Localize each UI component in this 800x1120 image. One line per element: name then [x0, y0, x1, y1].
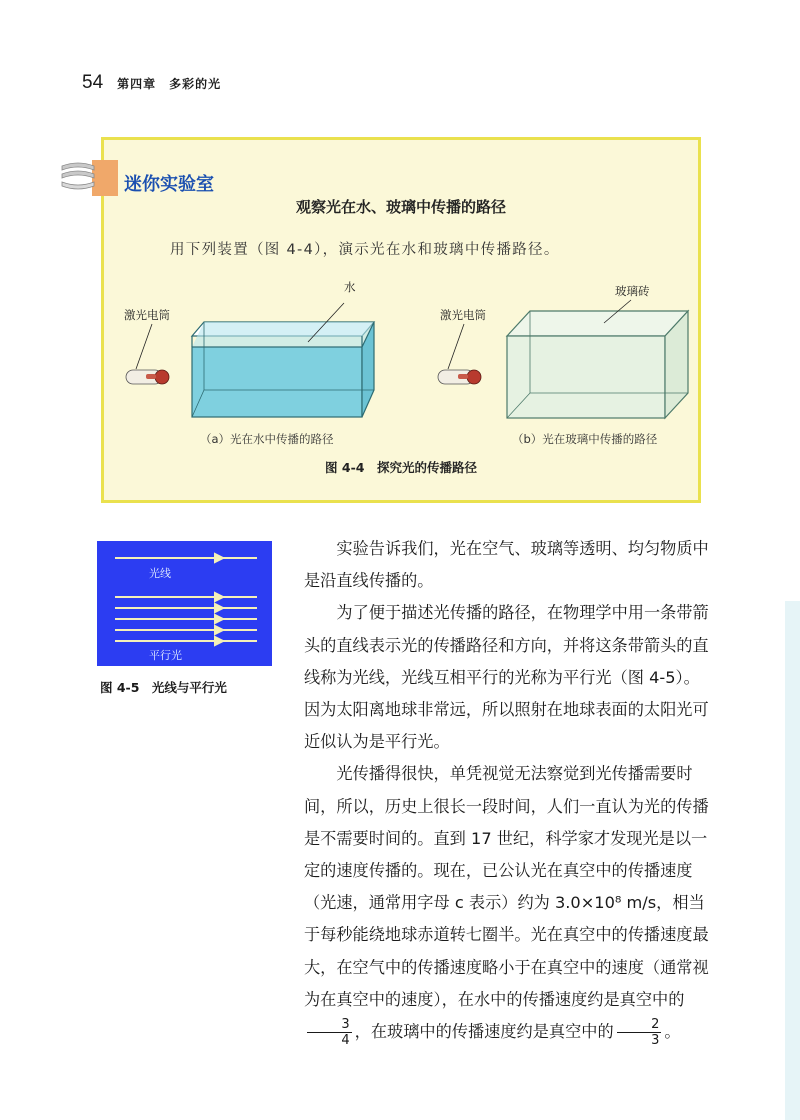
laser-pointer-b	[438, 324, 481, 384]
rays-diagram	[97, 541, 272, 666]
fraction-three-quarters	[307, 1017, 352, 1048]
caption-a: （a）光在水中传播的路径	[200, 432, 334, 446]
page-edge-strip	[785, 601, 800, 1120]
page-header	[82, 72, 221, 94]
fraction-two-thirds	[617, 1017, 662, 1048]
label-parallel-light: 平行光	[149, 649, 182, 662]
paragraph-3	[304, 758, 714, 1048]
binder-clip-icon	[58, 158, 118, 198]
mini-lab-tag: 迷你实验室	[124, 174, 214, 195]
lab-intro: 用下列装置（图 4-4），演示光在水和玻璃中传播路径。	[170, 242, 560, 258]
figure-4-5-panel	[97, 541, 272, 666]
fraction-denominator: 4	[341, 1033, 350, 1049]
fraction-numerator: 2	[617, 1017, 662, 1033]
caption-b: （b）光在玻璃中传播的路径	[512, 432, 658, 446]
paragraph-3-text: 光传播得很快，单凭视觉无法察觉到光传播需要时间，所以，历史上很长一段时间，人们一直认为光的传播是不需要时间的。直到 17 世纪，科学家才发现光是以一定的速度传播的。现在，已公认光在真空中的传播速度（光速，通常用字母 c 表示）约为 3.0×10⁸ m/s，相当于每秒能绕地球赤道转七圈半。光在真空中的传播速度最大，在空气中的传播速度略小于在真空中的速度（通常视为在真空中的速度），在水中的传播速度约是真空中的	[304, 764, 709, 1009]
figure-4-4-caption: 图 4-4 探究光的传播路径	[325, 460, 477, 475]
figure-4-5-caption: 图 4-5 光线与平行光	[100, 680, 227, 695]
fraction-numerator: 3	[307, 1017, 352, 1033]
laser-pointer-a	[126, 324, 169, 384]
chapter-title: 第四章 多彩的光	[117, 77, 222, 91]
glass-brick	[507, 300, 688, 418]
paragraph-2: 为了便于描述光传播的路径，在物理学中用一条带箭头的直线表示光的传播路径和方向，并将这条带箭头的直线称为光线，光线互相平行的光称为平行光（图 4-5）。因为太阳离地球非常远，所以照射在地球表面的太阳光可近似认为是平行光。	[304, 603, 709, 752]
label-laser-b: 激光电筒	[440, 308, 486, 322]
label-glass: 玻璃砖	[615, 284, 650, 298]
water-tank	[192, 303, 374, 417]
paragraph-1: 实验告诉我们，光在空气、玻璃等透明、均匀物质中是沿直线传播的。	[304, 539, 709, 591]
paragraph-3-mid: ，在玻璃中的传播速度约是真空中的	[354, 1022, 614, 1042]
page-number: 54	[82, 72, 104, 93]
paragraph-3-end: 。	[664, 1022, 681, 1042]
label-water: 水	[344, 280, 356, 294]
lab-title: 观察光在水、玻璃中传播的路径	[295, 198, 506, 216]
body-text	[304, 533, 714, 1048]
label-laser-a: 激光电筒	[124, 308, 170, 322]
label-ray: 光线	[149, 567, 171, 580]
fraction-denominator: 3	[651, 1033, 660, 1049]
